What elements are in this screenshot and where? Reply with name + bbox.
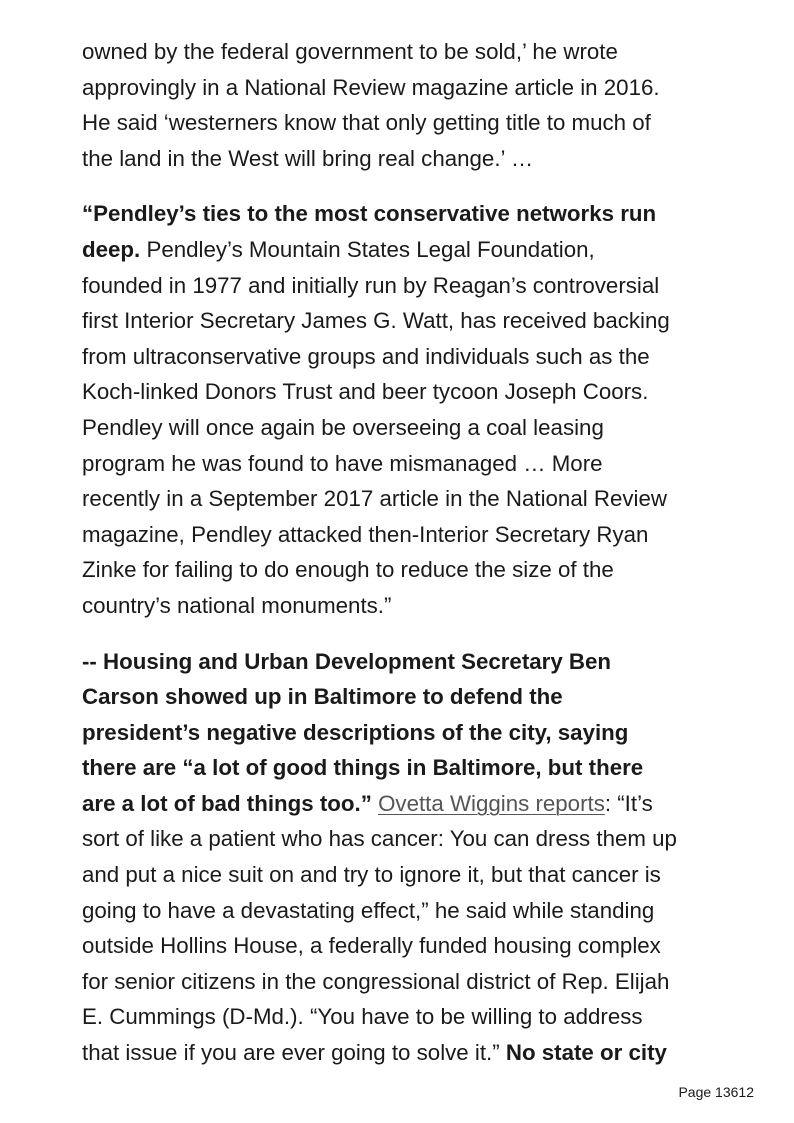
text-line: sort of like a patient who has cancer: You can dress them up — [82, 826, 677, 852]
document-page — [82, 34, 732, 1091]
text-line: magazine, Pendley attacked then-Interior Secretary Ryan — [82, 521, 649, 547]
text-line — [82, 786, 732, 822]
text-line: He said ‘westerners know that only getting title to much of — [82, 110, 651, 136]
text-line: outside Hollins House, a federally funded housing complex — [82, 933, 661, 959]
text-segment: Pendley’s Mountain States Legal Foundation, — [140, 236, 595, 262]
paragraph-pendley-ties — [82, 196, 732, 623]
text-line: Koch-linked Donors Trust and beer tycoon Joseph Coors. — [82, 379, 649, 405]
ovetta-wiggins-link[interactable]: Ovetta Wiggins reports — [378, 790, 605, 816]
bold-heading-line: there are “a lot of good things in Baltimore, but there — [82, 755, 644, 781]
text-line: approvingly in a National Review magazine article in 2016. — [82, 74, 660, 100]
bold-heading-line: “Pendley’s ties to the most conservative networks run — [82, 201, 657, 227]
text-line — [82, 1035, 732, 1071]
text-line: recently in a September 2017 article in the National Review — [82, 486, 667, 512]
text-line: going to have a devastating effect,” he said while standing — [82, 897, 655, 923]
text-line: and put a nice suit on and try to ignore it, but that cancer is — [82, 862, 661, 888]
text-line: Pendley will once again be overseeing a coal leasing — [82, 414, 604, 440]
bold-heading-start: No state or city — [505, 1040, 667, 1066]
bold-heading-end: deep. — [82, 236, 141, 262]
bold-heading-line: Carson showed up in Baltimore to defend the — [82, 684, 563, 710]
bold-heading-end: are a lot of bad things too.” — [82, 790, 372, 816]
paragraph-public-lands — [82, 34, 732, 176]
text-line: for senior citizens in the congressional district of Rep. Elijah — [82, 968, 670, 994]
text-line: country’s national monuments.” — [82, 592, 392, 618]
text-line: first Interior Secretary James G. Watt, has received backing — [82, 308, 670, 334]
text-line: the land in the West will bring real change.’ … — [82, 145, 534, 171]
text-line — [82, 232, 732, 268]
bold-heading-line: -- Housing and Urban Development Secretary Ben — [82, 648, 612, 674]
text-line: from ultraconservative groups and individuals such as the — [82, 343, 650, 369]
bold-heading-line: president’s negative descriptions of the city, saying — [82, 719, 629, 745]
text-line: E. Cummings (D-Md.). “You have to be willing to address — [82, 1004, 643, 1030]
text-segment: : “It’s — [604, 790, 653, 816]
text-segment: that issue if you are ever going to solve it.” — [82, 1040, 506, 1066]
paragraph-carson-baltimore — [82, 644, 732, 1071]
text-line: program he was found to have mismanaged … More — [82, 450, 603, 476]
text-line: Zinke for failing to do enough to reduce the size of the — [82, 557, 614, 583]
text-line: founded in 1977 and initially run by Reagan’s controversial — [82, 272, 660, 298]
page-number: Page 13612 — [678, 1084, 754, 1100]
text-line: owned by the federal government to be sold,’ he wrote — [82, 39, 618, 64]
